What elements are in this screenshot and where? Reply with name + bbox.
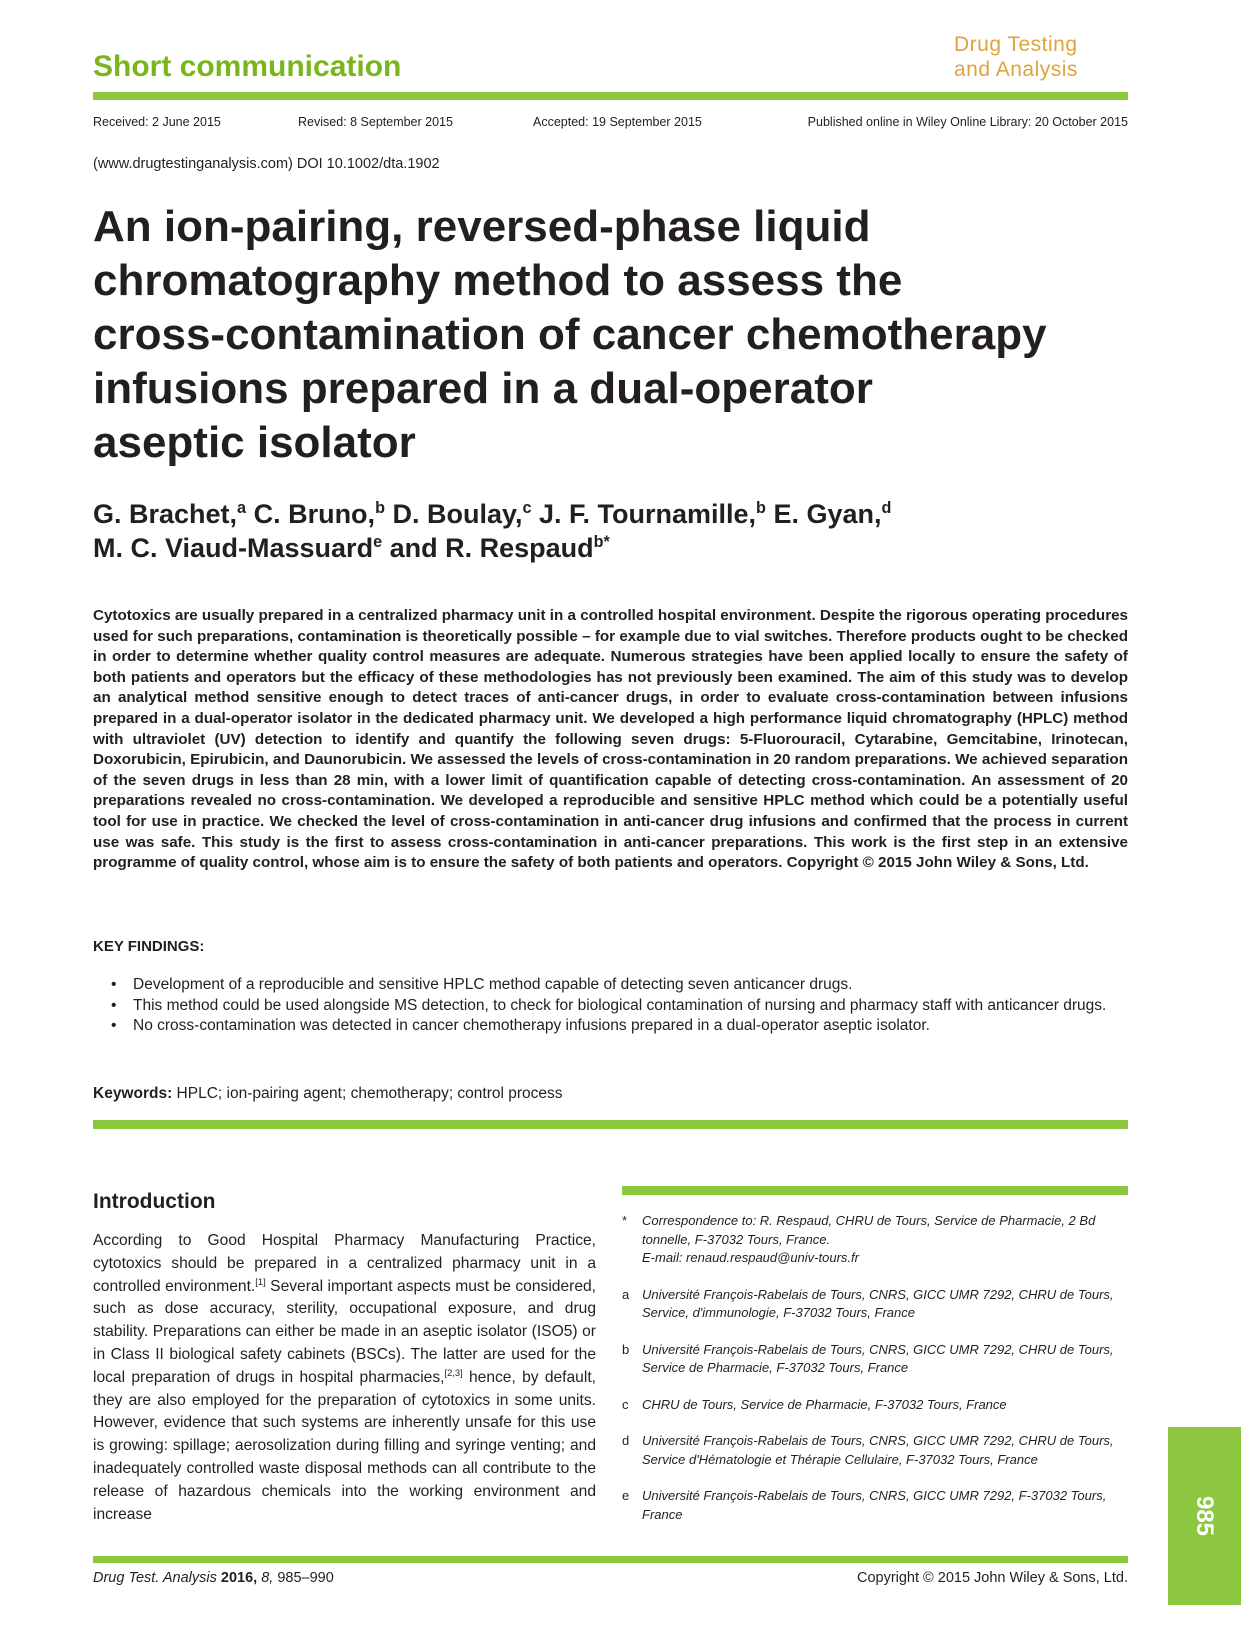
affiliation-note [622, 1286, 1130, 1323]
page-number-tab [1168, 1427, 1241, 1605]
affiliation-mark: b [375, 499, 385, 517]
reference-link[interactable]: [1] [255, 1276, 266, 1287]
note-text: Université François-Rabelais de Tours, CNRS, GICC UMR 7292, F-37032 Tours, France [642, 1488, 1107, 1522]
finding-text: Development of a reproducible and sensitive HPLC method capable of detecting seven anticancer drugs. [133, 976, 853, 993]
title-line: An ion-pairing, reversed-phase liquid [93, 202, 871, 251]
affiliation-note [622, 1396, 1130, 1415]
footer-journal: Drug Test. Analysis [93, 1570, 217, 1586]
note-mark: c [622, 1396, 629, 1412]
introduction-text [93, 1230, 596, 1526]
affiliation-note [622, 1487, 1130, 1524]
journal-brand-line-1: Drug Testing [954, 33, 1078, 56]
footer-volume: 8, [261, 1570, 274, 1586]
footer-copyright: Copyright © 2015 John Wiley & Sons, Ltd. [856, 1570, 1128, 1586]
title-line: infusions prepared in a dual-operator [93, 364, 873, 413]
introduction-heading: Introduction [93, 1190, 216, 1213]
list-item [93, 975, 1128, 996]
affiliation-note [622, 1341, 1130, 1378]
finding-text: No cross-contamination was detected in cancer chemotherapy infusions prepared in a dual-operator aseptic isolator. [133, 1017, 930, 1034]
author: E. Gyan, [765, 499, 882, 529]
page-number: 985 [1191, 1495, 1218, 1537]
footer-divider [93, 1556, 1128, 1563]
author: D. Boulay, [384, 499, 523, 529]
note-text: Université François-Rabelais de Tours, CNRS, GICC UMR 7292, CHRU de Tours, Service d'Hématologie et Thérapie Cellulaire, F-37032 Tours, France [642, 1433, 1114, 1467]
affiliation-note [622, 1432, 1130, 1469]
keywords [93, 1085, 563, 1103]
author: J. F. Tournamille, [531, 499, 757, 529]
author: G. Brachet, [93, 499, 238, 529]
title-line: cross-contamination of cancer chemotherapy [93, 310, 1047, 359]
list-item [93, 1016, 1128, 1037]
keywords-label: Keywords: [93, 1085, 173, 1102]
bullet-icon: • [111, 996, 117, 1014]
intro-paragraph-part: Several important aspects must be considered, such as dose accuracy, sterility, occupational exposure, and drug stability. Preparations can either be made in an aseptic isolator (ISO5) or in Class II biological safety cabinets (BSCs). The latter are used for the local preparation of drugs in hospital pharmacies, [93, 1277, 597, 1386]
note-text: Université François-Rabelais de Tours, CNRS, GICC UMR 7292, CHRU de Tours, Service, d'immunologie, F-37032 Tours, France [642, 1286, 1114, 1320]
keywords-value: HPLC; ion-pairing agent; chemotherapy; control process [172, 1085, 563, 1102]
correspondence-note [622, 1212, 1130, 1268]
journal-brand-line-2: and Analysis [954, 58, 1078, 81]
title-line: aseptic isolator [93, 418, 416, 467]
bullet-icon: • [111, 976, 117, 993]
key-findings-list [93, 975, 1128, 1037]
title-line: chromatography method to assess the [93, 256, 903, 305]
header-divider [93, 92, 1128, 100]
section-label: Short communication [93, 50, 402, 83]
author-list [93, 497, 1143, 565]
affiliation-mark: e [373, 533, 383, 551]
list-item [93, 996, 1128, 1017]
note-mark: d [622, 1433, 630, 1448]
accepted-date: Accepted: 19 September 2015 [533, 115, 702, 129]
published-date: Published online in Wiley Online Library: 20 October 2015 [807, 115, 1128, 129]
author: and R. Respaud [382, 533, 594, 563]
bullet-icon: • [111, 1017, 117, 1034]
note-text: Correspondence to: R. Respaud, CHRU de Tours, Service de Pharmacie, 2 Bd tonnelle, F-37032 Tours, France. [642, 1213, 1096, 1247]
affiliation-mark: c [522, 499, 532, 517]
notes-divider [622, 1186, 1128, 1195]
author-line-2 [93, 531, 1143, 565]
affiliation-mark: b [756, 499, 766, 517]
revised-date: Revised: 8 September 2015 [298, 115, 453, 129]
note-mark: a [622, 1286, 630, 1302]
received-date: Received: 2 June 2015 [93, 115, 221, 129]
affiliation-notes [622, 1212, 1130, 1542]
footer-citation [93, 1570, 334, 1586]
note-text: Université François-Rabelais de Tours, CNRS, GICC UMR 7292, CHRU de Tours, Service de Pharmacie, F-37032 Tours, France [642, 1341, 1114, 1375]
key-findings-heading: KEY FINDINGS: [93, 938, 205, 955]
intro-paragraph-part: hence, by default, they are also employed for the preparation of cytotoxics in some units. However, evidence that such systems are inherently unsafe for this use is growing: spillage; aerosolization during filling and syringe venting; and inadequately controlled waste disposal methods can all contribute to the release of hazardous chemicals into the working environment and increase [93, 1368, 596, 1523]
author-line-1 [93, 497, 1143, 531]
footer-pages: 985–990 [277, 1570, 334, 1586]
author: M. C. Viaud-Massuard [93, 533, 374, 563]
author: C. Bruno, [246, 499, 376, 529]
note-text: CHRU de Tours, Service de Pharmacie, F-37032 Tours, France [642, 1396, 1007, 1412]
reference-link[interactable]: [2,3] [444, 1367, 463, 1378]
affiliation-mark: a [237, 499, 247, 517]
finding-text: This method could be used alongside MS detection, to check for biological contamination of nursing and pharmacy staff with anticancer drugs. [133, 996, 1107, 1014]
abstract-divider [93, 1120, 1128, 1129]
doi-line[interactable]: (www.drugtestinganalysis.com) DOI 10.1002/dta.1902 [93, 156, 440, 172]
abstract: Cytotoxics are usually prepared in a centralized pharmacy unit in a controlled hospital environment. Despite the rigorous operating procedures used for such preparations, contamination is theoretically possible – for example due to vial switches. Therefore products ought to be checked in order to determine whether quality control measures are adequate. Numerous strategies have been applied locally to ensure the safety of both patients and operators but the efficacy of these methodologies has not previously been examined. The aim of this study was to develop an analytical method sensitive enough to detect traces of anti-cancer drugs, in order to evaluate cross-contamination between infusions prepared in a dual-operator isolator in the dedicated pharmacy unit. We developed a high performance liquid chromatography (HPLC) method with ultraviolet (UV) detection to identify and quantify the following seven drugs: 5-Fluorouracil, Cytarabine, Gemcitabine, Irinotecan, Doxorubicin, Epirubicin, and Daunorubicin. We assessed the levels of cross-contamination in 20 random preparations. We achieved separation of the seven drugs in less than 28 min, with a lower limit of quantification capable of detecting cross-contamination. An assessment of 20 preparations revealed no cross-contamination. We developed a reproducible and sensitive HPLC method which could be a potentially useful tool for use in practice. We checked the level of cross-contamination in anti-cancer drug infusions and confirmed that the process in current use was safe. This study is the first to assess cross-contamination in anti-cancer preparations. This work is the first step in an extensive programme of quality control, whose aim is to ensure the safety of both patients and operators. Copyright © 2015 John Wiley & Sons, Ltd. [93, 607, 1128, 872]
article-title [93, 200, 1143, 470]
note-mark: * [622, 1213, 628, 1228]
correspondence-email[interactable]: E-mail: renaud.respaud@univ-tours.fr [642, 1250, 859, 1265]
affiliation-mark: d [881, 499, 892, 517]
note-mark: e [622, 1488, 630, 1503]
journal-brand [954, 32, 1078, 82]
affiliation-mark: b* [593, 533, 610, 551]
intro-paragraph-part: According to Good Hospital Pharmacy Manufacturing Practice, cytotoxics should be prepared in a centralized pharmacy unit in a controlled environment. [93, 1232, 596, 1295]
footer-year: 2016, [220, 1570, 258, 1586]
note-mark: b [622, 1341, 630, 1357]
